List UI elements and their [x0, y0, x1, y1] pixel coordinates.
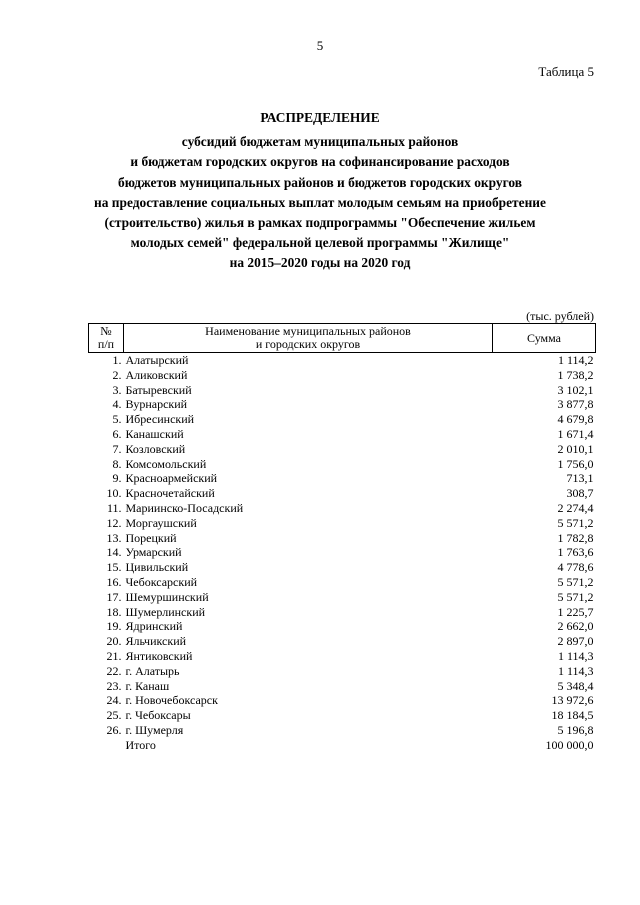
document-title [60, 108, 580, 274]
title-line: на 2015–2020 годы на 2020 год [229, 255, 411, 271]
header-name-line1: Наименование муниципальных районов [205, 324, 411, 338]
table-row [89, 397, 596, 412]
row-number: 9. [112, 471, 122, 486]
header-sum: Сумма [493, 324, 596, 353]
row-name: г. Шумерля [125, 722, 184, 737]
row-number: 6. [112, 426, 122, 441]
table-row [89, 634, 596, 649]
row-name: Комсомольский [125, 456, 207, 471]
row-sum: 4 679,8 [557, 412, 594, 427]
row-number: 15. [106, 560, 122, 575]
table-row [89, 486, 596, 501]
row-name: г. Новочебоксарск [125, 693, 218, 708]
row-name: Ибресинский [125, 412, 195, 427]
table-label: Таблица 5 [538, 64, 594, 79]
table-row [89, 664, 596, 679]
row-name: Канашский [125, 426, 184, 441]
row-sum: 2 274,4 [557, 500, 594, 515]
row-name: Аликовский [125, 367, 188, 382]
table-row [89, 383, 596, 398]
header-name-line2: и городских округов [255, 337, 361, 351]
row-name: Шемуршинский [125, 589, 209, 604]
row-sum: 3 102,1 [557, 382, 594, 397]
table-row [89, 427, 596, 442]
row-name: Шумерлинский [125, 604, 206, 619]
row-number: 13. [106, 530, 122, 545]
row-number: 12. [106, 515, 122, 530]
row-name: Алатырский [125, 353, 189, 367]
row-sum: 5 571,2 [557, 589, 594, 604]
header-number-line1: № [100, 324, 112, 338]
table-row [89, 560, 596, 575]
table-row [89, 708, 596, 723]
row-name: Красночетайский [125, 486, 215, 501]
row-number: 2. [112, 367, 122, 382]
table-header-row [89, 324, 596, 353]
row-sum: 5 196,8 [557, 722, 594, 737]
row-name: Порецкий [125, 530, 177, 545]
row-name: Ядринский [125, 619, 183, 634]
row-number: 20. [106, 634, 122, 649]
table-row [89, 412, 596, 427]
table-row [89, 471, 596, 486]
row-number: 14. [106, 545, 122, 560]
title-line: субсидий бюджетам муниципальных районов [181, 134, 459, 150]
row-name: Вурнарский [125, 397, 188, 412]
row-number: 18. [106, 604, 122, 619]
row-sum: 5 571,2 [557, 515, 594, 530]
table-row [89, 442, 596, 457]
row-sum: 1 671,4 [557, 426, 594, 441]
row-sum: 1 738,2 [557, 367, 594, 382]
title-main: РАСПРЕДЕЛЕНИЕ [260, 110, 380, 125]
title-line: молодых семей" федеральной целевой программы "Жилище" [130, 235, 510, 251]
table-row [89, 605, 596, 620]
row-name: Урмарский [125, 545, 182, 560]
table-row [89, 590, 596, 605]
table-body [89, 353, 596, 753]
title-line: бюджетов муниципальных районов и бюджетов городских округов [118, 174, 522, 190]
row-sum: 1 114,3 [557, 648, 594, 663]
row-sum: 4 778,6 [557, 560, 594, 575]
row-name: Яльчикский [125, 634, 187, 649]
table-row [89, 545, 596, 560]
header-name [124, 324, 493, 353]
row-name: Янтиковский [125, 648, 193, 663]
table-row [89, 723, 596, 738]
header-number-line2: п/п [97, 337, 115, 351]
total-label: Итого [125, 737, 156, 752]
row-sum: 308,7 [566, 486, 594, 501]
row-name: г. Канаш [125, 678, 170, 693]
table-row [89, 693, 596, 708]
title-line: и бюджетам городских округов на софинансирование расходов [130, 154, 510, 170]
row-sum: 2 897,0 [557, 634, 594, 649]
table-row [89, 575, 596, 590]
row-sum: 1 756,0 [557, 456, 594, 471]
row-number: 21. [106, 648, 122, 663]
title-line: на предоставление социальных выплат молодым семьям на приобретение [94, 194, 546, 210]
row-sum: 1 114,3 [557, 663, 594, 678]
row-number: 7. [112, 441, 122, 456]
row-name: Мариинско-Посадский [125, 500, 244, 515]
row-number: 4. [112, 397, 122, 412]
row-sum: 2 662,0 [557, 619, 594, 634]
row-number: 16. [106, 574, 122, 589]
header-number [89, 324, 124, 353]
row-sum: 1 114,2 [557, 353, 594, 367]
row-sum: 5 571,2 [557, 574, 594, 589]
row-name: Моргаушский [125, 515, 197, 530]
row-sum: 5 348,4 [557, 678, 594, 693]
distribution-table [88, 323, 596, 753]
row-sum: 713,1 [566, 471, 594, 486]
total-row [89, 738, 596, 753]
row-name: г. Алатырь [125, 663, 180, 678]
total-number-cell [89, 738, 124, 753]
row-sum: 3 877,8 [557, 397, 594, 412]
table-row [89, 457, 596, 472]
row-sum: 13 972,6 [551, 693, 594, 708]
table-row [89, 516, 596, 531]
row-sum: 2 010,1 [557, 441, 594, 456]
row-sum: 18 184,5 [551, 708, 594, 723]
row-number: 24. [106, 693, 122, 708]
row-name: Батыревский [125, 382, 192, 397]
table-row [89, 531, 596, 546]
title-line: (строительство) жилья в рамках подпрограммы "Обеспечение жильем [104, 215, 536, 231]
row-number: 3. [112, 382, 122, 397]
table-row [89, 649, 596, 664]
row-sum: 1 225,7 [557, 604, 594, 619]
row-number: 10. [106, 486, 122, 501]
table-row [89, 619, 596, 634]
row-number: 11. [106, 500, 122, 515]
row-number: 8. [112, 456, 122, 471]
table-row [89, 679, 596, 694]
row-number: 25. [106, 708, 122, 723]
row-number: 23. [106, 678, 122, 693]
row-number: 17. [106, 589, 122, 604]
table-row [89, 353, 596, 368]
row-number: 19. [106, 619, 122, 634]
row-name: г. Чебоксары [125, 708, 191, 723]
units-label: (тыс. рублей) [526, 309, 594, 323]
row-number: 22. [106, 663, 122, 678]
total-sum: 100 000,0 [545, 737, 594, 752]
page-number: 5 [316, 38, 324, 53]
table-row [89, 501, 596, 516]
row-number: 5. [112, 412, 122, 427]
row-sum: 1 763,6 [557, 545, 594, 560]
row-name: Цивильский [125, 560, 189, 575]
row-name: Козловский [125, 441, 186, 456]
row-name: Красноармейский [125, 471, 218, 486]
row-name: Чебоксарский [125, 574, 198, 589]
row-sum: 1 782,8 [557, 530, 594, 545]
row-number: 1. [112, 353, 122, 367]
table-row [89, 368, 596, 383]
row-number: 26. [106, 722, 122, 737]
